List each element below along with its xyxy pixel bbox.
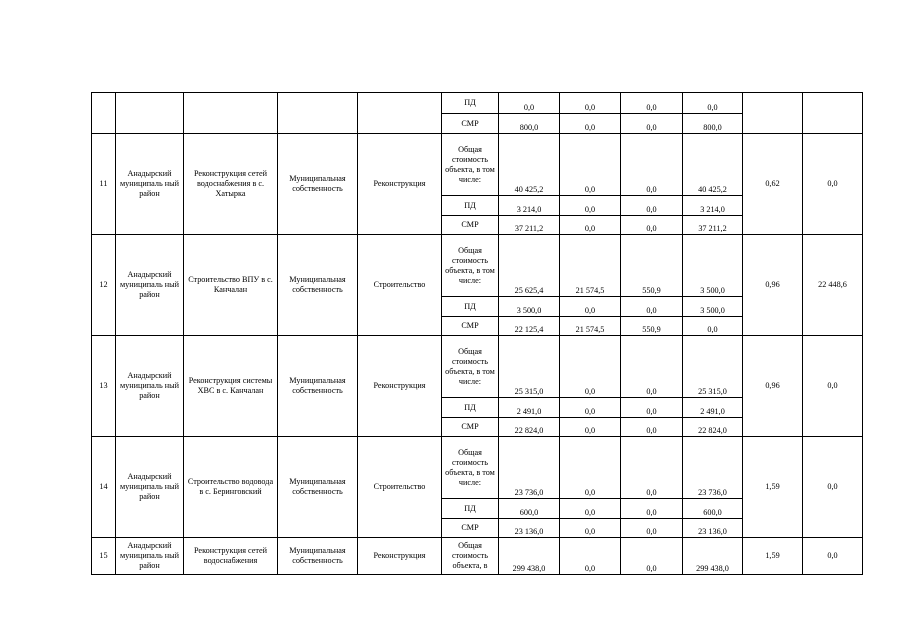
- cell-value: 22 824,0: [683, 418, 743, 437]
- district-cell: Анадырский муниципаль ный район: [116, 437, 184, 538]
- cell-value: 23 736,0: [683, 437, 743, 499]
- pd-label: ПД: [442, 398, 499, 418]
- smr-label: СМР: [442, 418, 499, 437]
- cell-value: 25 315,0: [499, 336, 560, 398]
- cell-value: 0,0: [560, 398, 621, 418]
- cell-value: 2 491,0: [499, 398, 560, 418]
- row-number: 14: [92, 437, 116, 538]
- object-cell: Реконструкция сетей водоснабжения: [193, 546, 268, 565]
- cell-value: 0,0: [560, 216, 621, 235]
- coefficient-cell: 1,59: [743, 437, 803, 538]
- row-number: 15: [92, 538, 116, 575]
- cell-value: 0,0: [560, 93, 621, 114]
- cell-value: 600,0: [499, 499, 560, 519]
- cell-value: 0,0: [621, 93, 683, 114]
- cell-value: 800,0: [499, 114, 560, 134]
- pd-label: ПД: [442, 297, 499, 317]
- district-cell: Анадырский муниципаль ный район: [116, 336, 184, 437]
- cell-value: 25 315,0: [683, 336, 743, 398]
- cell-value: 3 500,0: [683, 297, 743, 317]
- cell-value: 0,0: [499, 93, 560, 114]
- total-label: Общая стоимость объекта, в: [451, 541, 488, 570]
- cell-value: 550,9: [621, 317, 683, 336]
- cell-value: 0,0: [560, 437, 621, 499]
- pd-label: ПД: [442, 499, 499, 519]
- total-label: Общая стоимость объекта, в том числе:: [442, 336, 499, 398]
- work-type-cell: Строительство: [358, 437, 442, 538]
- row-number: 13: [92, 336, 116, 437]
- object-cell: Строительство ВПУ в с. Канчалан: [184, 235, 278, 336]
- row-number: 11: [92, 134, 116, 235]
- cell-value: 21 574,5: [560, 317, 621, 336]
- cell-value: 25 625,4: [499, 235, 560, 297]
- cell-value: 0,0: [621, 538, 683, 575]
- cell-value: 0,0: [560, 336, 621, 398]
- work-type-cell: Строительство: [358, 235, 442, 336]
- cell-value: 3 214,0: [683, 196, 743, 216]
- ownership-cell: Муниципальная собственность: [278, 336, 358, 437]
- cell-value: 0,0: [621, 499, 683, 519]
- total-label: Общая стоимость объекта, в том числе:: [442, 437, 499, 499]
- ownership-cell: Муниципальная собственность: [278, 437, 358, 538]
- extra-cell: 0,0: [803, 437, 863, 538]
- table-row: [92, 538, 863, 575]
- cell-value: 0,0: [560, 519, 621, 538]
- cell-value: 0,0: [683, 317, 743, 336]
- total-label: Общая стоимость объекта, в том числе:: [442, 235, 499, 297]
- cell-value: 800,0: [683, 114, 743, 134]
- extra-cell: 0,0: [803, 336, 863, 437]
- cell-value: 0,0: [560, 538, 621, 575]
- pd-label: ПД: [442, 93, 499, 114]
- cell-value: 0,0: [560, 134, 621, 196]
- cell-value: 0,0: [621, 519, 683, 538]
- extra-cell: 0,0: [803, 538, 863, 575]
- cell-value: 0,0: [621, 134, 683, 196]
- work-type-cell: Реконструкция: [358, 538, 442, 575]
- cell-value: 0,0: [621, 437, 683, 499]
- work-type-cell: Реконструкция: [358, 336, 442, 437]
- cell-value: 0,0: [621, 336, 683, 398]
- object-cell: Реконструкция системы ХВС в с. Канчалан: [184, 336, 278, 437]
- district-cell: Анадырский муниципаль ный район: [116, 235, 184, 336]
- cell-value: 0,0: [560, 418, 621, 437]
- smr-label: СМР: [442, 216, 499, 235]
- cell-value: 299 438,0: [499, 538, 560, 575]
- cell-value: 40 425,2: [683, 134, 743, 196]
- table-row: [92, 235, 863, 297]
- cell-value: 0,0: [560, 499, 621, 519]
- extra-cell: 0,0: [803, 134, 863, 235]
- ownership-cell: Муниципальная собственность: [278, 134, 358, 235]
- row-number: 12: [92, 235, 116, 336]
- smr-label: СМР: [442, 114, 499, 134]
- investment-table: [91, 92, 863, 575]
- cell-value: 23 736,0: [499, 437, 560, 499]
- table-row: [92, 336, 863, 398]
- cell-value: 40 425,2: [499, 134, 560, 196]
- cell-value: 550,9: [621, 235, 683, 297]
- table-row: [92, 93, 863, 114]
- cell-value: 0,0: [621, 196, 683, 216]
- coefficient-cell: 0,96: [743, 336, 803, 437]
- cell-value: 600,0: [683, 499, 743, 519]
- cell-value: 37 211,2: [499, 216, 560, 235]
- cell-value: 0,0: [621, 418, 683, 437]
- cell-value: 3 500,0: [499, 297, 560, 317]
- cell-value: 22 824,0: [499, 418, 560, 437]
- coefficient-cell: 1,59: [743, 538, 803, 575]
- cell-value: 0,0: [621, 297, 683, 317]
- cell-value: 0,0: [560, 114, 621, 134]
- cell-value: 2 491,0: [683, 398, 743, 418]
- object-cell: Строительство водовода в с. Беринговский: [184, 437, 278, 538]
- cell-value: 0,0: [621, 398, 683, 418]
- pd-label: ПД: [442, 196, 499, 216]
- ownership-cell: Муниципальная собственность: [278, 235, 358, 336]
- coefficient-cell: 0,96: [743, 235, 803, 336]
- object-cell: Реконструкция сетей водоснабжения в с. Хатырка: [184, 134, 278, 235]
- cell-value: 37 211,2: [683, 216, 743, 235]
- cell-value: 0,0: [621, 216, 683, 235]
- cell-value: 0,0: [560, 297, 621, 317]
- district-cell: Анадырский муниципаль ный район: [116, 134, 184, 235]
- cell-value: 0,0: [560, 196, 621, 216]
- smr-label: СМР: [442, 519, 499, 538]
- extra-cell: 22 448,6: [803, 235, 863, 336]
- table-row: [92, 437, 863, 499]
- cell-value: 23 136,0: [499, 519, 560, 538]
- coefficient-cell: 0,62: [743, 134, 803, 235]
- work-type-cell: Реконструкция: [358, 134, 442, 235]
- district-cell: Анадырский муниципаль ный район: [119, 541, 180, 570]
- cell-value: 3 214,0: [499, 196, 560, 216]
- cell-value: 22 125,4: [499, 317, 560, 336]
- cell-value: 0,0: [621, 114, 683, 134]
- cell-value: 299 438,0: [683, 538, 743, 575]
- ownership-cell: Муниципальная собственность: [278, 538, 358, 575]
- total-label: Общая стоимость объекта, в том числе:: [442, 134, 499, 196]
- table-row: [92, 134, 863, 196]
- cell-value: 23 136,0: [683, 519, 743, 538]
- cell-value: 21 574,5: [560, 235, 621, 297]
- cell-value: 3 500,0: [683, 235, 743, 297]
- cell-value: 0,0: [683, 93, 743, 114]
- smr-label: СМР: [442, 317, 499, 336]
